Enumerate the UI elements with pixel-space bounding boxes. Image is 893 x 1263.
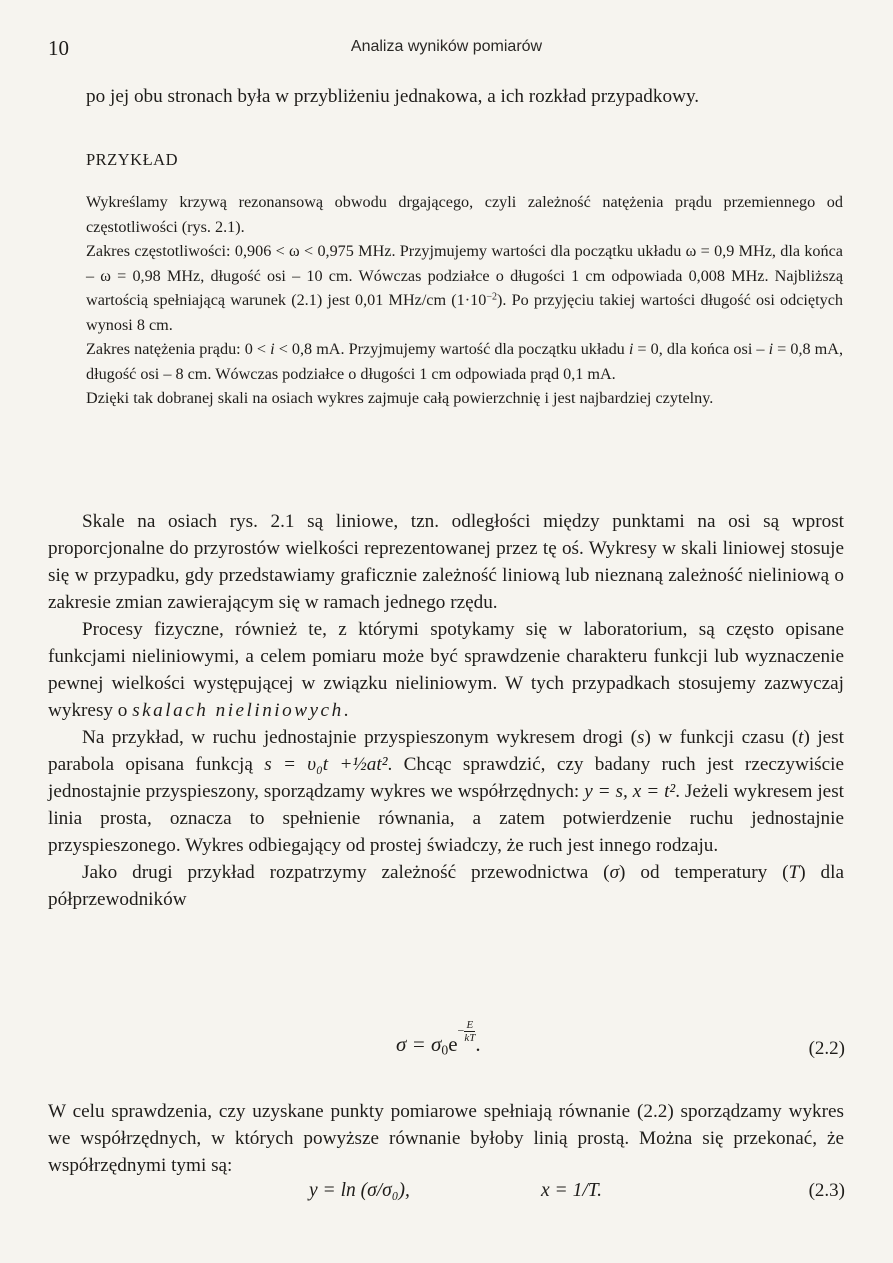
paragraph-nonlinear-scales [48, 616, 844, 724]
equation-2-3-x: x = 1/T. [541, 1180, 603, 1201]
example-p2-text: Zakres częstotliwości: 0,906 < ω < 0,975 MHz. Przyjmujemy wartości dla początku układu ω = 0,9 MHz, dla końca – ω = 0,98 MHz, długość osi – 10 cm. Wówczas podziałce o długości 1 cm odpowiada 0,008 MHz. Najbliższą wartością spełniającą warunek (2.1) jest 0,01 MHz/cm (1·10 [86, 242, 843, 309]
example-p3-text: = 0,8 mA, długość osi – 8 cm. Wówczas podziałce o długości 1 cm odpowiada prąd 0,1 mA. [86, 340, 844, 383]
exponent: −2 [486, 291, 498, 303]
example-paragraph-3 [86, 337, 843, 386]
example-p3-text: < 0,8 mA. Przyjmujemy wartość dla początku układu [274, 340, 629, 358]
equation-end: . [475, 1032, 481, 1056]
intro-paragraph: po jej obu stronach była w przybliżeniu jednakowa, a ich rozkład przypadkowy. [86, 86, 700, 107]
paragraph-text: Jako drugi przykład rozpatrzymy zależność przewodnictwa ( [82, 862, 610, 883]
paragraph-text: Na przykład, w ruchu jednostajnie przyspieszonym wykresem drogi ( [82, 727, 638, 748]
equation-2-3-number: (2.3) [808, 1180, 845, 1201]
emphasis-nonlinear: skalach nieliniowych [132, 700, 344, 721]
example-title: PRZYKŁAD [86, 150, 179, 169]
example-paragraph-4: Dzięki tak dobranej skali na osiach wykres zajmuje całą powierzchnię i jest najbardziej czytelny. [86, 389, 714, 407]
page-number: 10 [48, 36, 69, 60]
exponent-fraction [464, 1019, 475, 1044]
equation-2-3-y: y = ln (σ/σ₀), [309, 1180, 410, 1201]
paragraph-text: Procesy fizyczne, również te, z którymi spotykamy się w laboratorium, są często opisane funkcjami nieliniowymi, a celem pomiaru może być sprawdzenie charakteru funkcji lub wyznaczenie pewnej wielkości występującej w związku nieliniowym. W tych przypadkach stosujemy zazwyczaj wykresy o [48, 619, 844, 721]
equation-base: e [448, 1032, 458, 1056]
symbol-i: i [768, 340, 774, 358]
symbol-i: i [628, 340, 634, 358]
equation-2-2-formula [396, 1018, 481, 1061]
example-paragraph-2 [86, 239, 843, 337]
example-box [86, 190, 843, 411]
equation-2-2-number: (2.2) [808, 1038, 845, 1059]
exponent-minus: − [457, 1023, 465, 1037]
paragraph-text: ) od temperatury ( [619, 862, 789, 883]
symbol-t: t [798, 727, 804, 748]
paragraph-text: ) w funkcji czasu ( [644, 727, 799, 748]
paragraph-text: . Chcąc sprawdzić, czy badany ruch jest rzeczywiście jednostajnie przyspieszony, sporządzamy wykres we współrzędnych: [48, 754, 845, 802]
example-p3-text: Zakres natężenia prądu: 0 < [86, 340, 271, 358]
formula-parabola: s = υ₀t +½at² [264, 754, 388, 775]
example-paragraph-1: Wykreślamy krzywą rezonansową obwodu drgającego, czyli zależność natężenia prądu przemiennego od częstotliwości (rys. 2.1). [86, 193, 843, 236]
equation-exponent [458, 1019, 476, 1044]
symbol-s: s [637, 727, 645, 748]
equation-lhs: σ = σ [396, 1032, 442, 1056]
symbol-T: T [788, 862, 800, 883]
paragraph-text: . [343, 700, 349, 721]
running-title: Analiza wyników pomiarów [350, 38, 543, 55]
exponent-numerator: E [464, 1019, 475, 1032]
example-p3-text: = 0, dla końca osi – [633, 340, 769, 358]
formula-coordinates: y = s, x = t² [584, 781, 676, 802]
example-p2-text-end: ). Po przyjęciu takiej wartości długość osi odciętych wynosi 8 cm. [86, 291, 843, 334]
symbol-sigma: σ [609, 862, 620, 883]
paragraph-linear-scales: Skale na osiach rys. 2.1 są liniowe, tzn. odległości między punktami na osi są wprost proporcjonalne do przyrostów wielkości reprezentowanej przez tę oś. Wykresy w skali liniowej stosuje się w przypadku, gdy przedstawiamy graficznie zależność liniową lub nieznaną zależność nieliniową o zakresie zmian zawierającym się w ramach jednego rzędu. [48, 511, 844, 613]
paragraph-conductivity [48, 859, 844, 913]
exponent-denominator: kT [464, 1031, 476, 1044]
equation-2-2 [0, 1018, 893, 1090]
paragraph-text: . Jeżeli wykresem jest linia prosta, oznacza to spełnienie równania, a zatem potwierdzenie ruchu jednostajnie przyspieszonego. Wykres odbiegający od prostej świadczy, że ruch jest innego rodzaju. [48, 781, 844, 856]
body-text [48, 508, 844, 913]
paragraph-text: ) jest parabola opisana funkcją [48, 727, 844, 775]
paragraph-text: ) dla półprzewodników [48, 862, 844, 910]
paragraph-motion-example [48, 724, 844, 859]
paragraph-verification: W celu sprawdzenia, czy uzyskane punkty pomiarowe spełniają równanie (2.2) sporządzamy wykres we współrzędnych, w których powyższe równanie byłoby linią prostą. Można się przekonać, że współrzędnymi tymi są: [48, 1101, 844, 1176]
equation-subscript: 0 [441, 1042, 449, 1058]
symbol-i: i [270, 340, 275, 358]
equation-2-3 [0, 1180, 893, 1240]
